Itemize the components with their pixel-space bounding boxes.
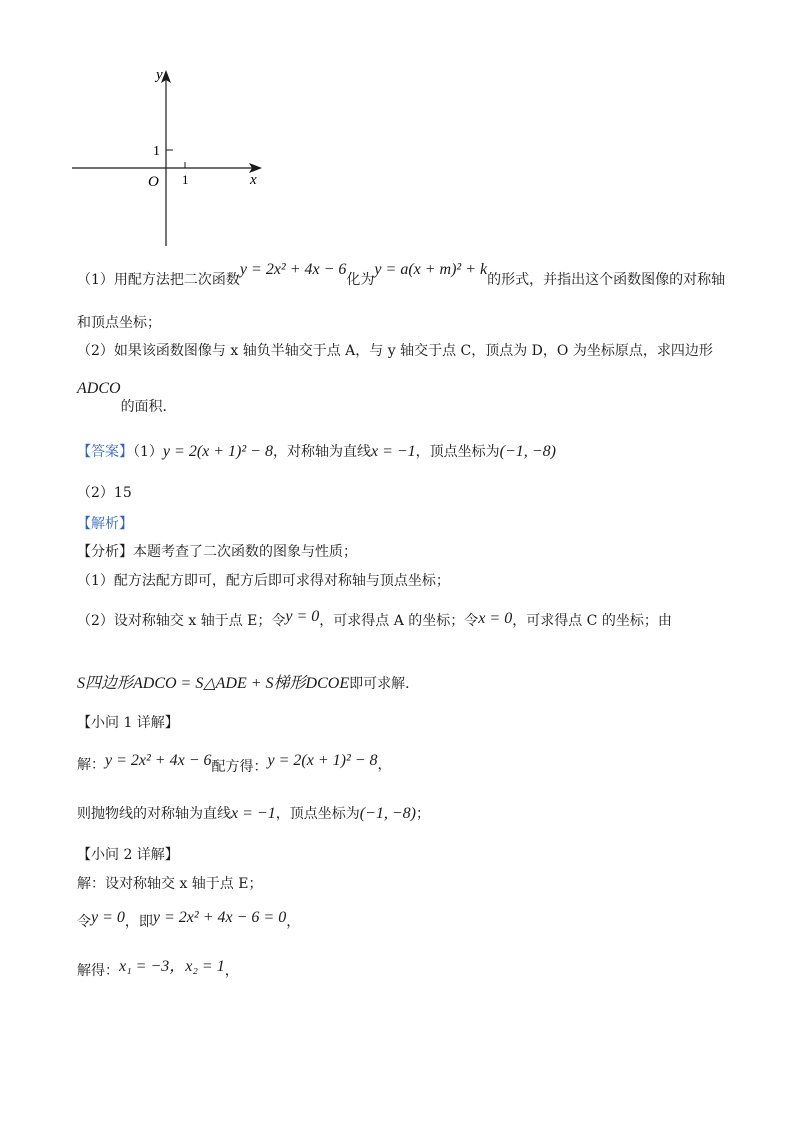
- sub2-l2-a: 令: [77, 914, 91, 930]
- sub2-l3-b: ，: [224, 963, 239, 979]
- question-1-line-1: [77, 261, 726, 290]
- sub2-l2-b: ，即: [124, 914, 153, 930]
- answer-line-1: [77, 442, 556, 462]
- analysis-area-formula-line: [77, 674, 419, 694]
- sub1-line-1: [77, 752, 392, 775]
- y-axis-label: y: [156, 67, 163, 83]
- answer-text-1: ，对称轴为直线: [272, 444, 371, 460]
- answer-formula-2: x = −1: [370, 443, 416, 460]
- analysis-point-2: [77, 608, 672, 631]
- sub2-line-1: 解：设对称轴交 x 轴于点 E；: [77, 876, 263, 892]
- sub1-l2-formula: x = −1: [231, 805, 276, 822]
- sub1-formula-2: y = 2(x + 1)² − 8: [267, 752, 378, 769]
- q1-formula-1: y = 2x² + 4x − 6: [239, 261, 347, 278]
- q2-suffix: 的面积．: [120, 399, 177, 415]
- sub2-l3-formula: x₁ = −3，x₂ = 1: [119, 958, 225, 975]
- x-tick-label: 1: [182, 172, 189, 187]
- sub1-title: 【小问 1 详解】: [77, 715, 179, 731]
- sub1-l2-vertex: (−1, −8): [359, 805, 416, 822]
- answer-formula-3: (−1, −8): [499, 443, 556, 460]
- sub1-l2-b: ，顶点坐标为: [275, 806, 360, 822]
- question-1-line-2: 和顶点坐标；: [77, 315, 161, 331]
- sub2-line-2: [77, 909, 301, 932]
- analysis-fenxi: 【分析】本题考查了二次函数的图象与性质；: [77, 544, 357, 560]
- sub2-l2-formula-1: y = 0: [91, 909, 125, 926]
- analysis-p2-b: ，可求得点 A 的坐标；令: [319, 613, 479, 629]
- area-formula: S四边形ADCO = S△ADE + S梯形DCOE: [77, 675, 350, 692]
- sub1-end: ，: [377, 757, 392, 773]
- answer-text-2: ，顶点坐标为: [415, 444, 500, 460]
- sub2-line-3: [77, 958, 239, 981]
- sub2-l2-formula-2: y = 2x² + 4x − 6 = 0: [152, 909, 287, 926]
- question-2-line-2: [77, 380, 177, 415]
- sub1-mid: 配方得：: [211, 759, 268, 775]
- analysis-p2-formula-1: y = 0: [285, 608, 320, 625]
- sub1-jie: 解：: [77, 757, 105, 773]
- answer-part1-prefix: （1）: [133, 444, 163, 460]
- analysis-point-1: （1）配方法配方即可，配方后即可求得对称轴与顶点坐标；: [77, 573, 450, 589]
- answer-part-2: （2）15: [77, 485, 132, 501]
- sub1-formula-1: y = 2x² + 4x − 6: [105, 752, 212, 769]
- q1-prefix: （1）用配方法把二次函数: [77, 272, 240, 288]
- origin-label: O: [148, 174, 159, 190]
- y-tick-label: 1: [153, 144, 160, 159]
- answer-tag: 【答案】: [77, 444, 133, 460]
- sub1-l2-a: 则抛物线的对称轴为直线: [77, 806, 231, 822]
- analysis-p2-c: ，可求得点 C 的坐标；由: [512, 613, 672, 629]
- sub1-line-2: [77, 804, 430, 824]
- q1-mid: 化为: [346, 272, 375, 288]
- analysis-p2-a: （2）设对称轴交 x 轴于点 E；令: [77, 613, 286, 629]
- area-formula-suffix: 即可求解．: [349, 676, 420, 692]
- sub2-title: 【小问 2 详解】: [77, 847, 179, 863]
- q1-suffix: 的形式，并指出这个函数图像的对称轴: [487, 272, 726, 288]
- sub1-l2-c: ；: [415, 806, 430, 822]
- analysis-tag: 【解析】: [77, 516, 133, 532]
- q1-formula-2: y = a(x + m)² + k: [374, 261, 488, 278]
- question-2-line-1: （2）如果该函数图像与 x 轴负半轴交于点 A，与 y 轴交于点 C，顶点为 D，O 为坐标原点，求四边形: [77, 343, 713, 359]
- answer-formula-1: y = 2(x + 1)² − 8: [162, 443, 273, 460]
- coordinate-graph: [0, 0, 800, 260]
- q2-quad: ADCO: [77, 380, 121, 397]
- sub2-l3-a: 解得：: [77, 963, 119, 979]
- sub2-l2-c: ，: [286, 914, 301, 930]
- analysis-p2-formula-2: x = 0: [478, 610, 513, 627]
- x-axis-label: x: [250, 172, 257, 188]
